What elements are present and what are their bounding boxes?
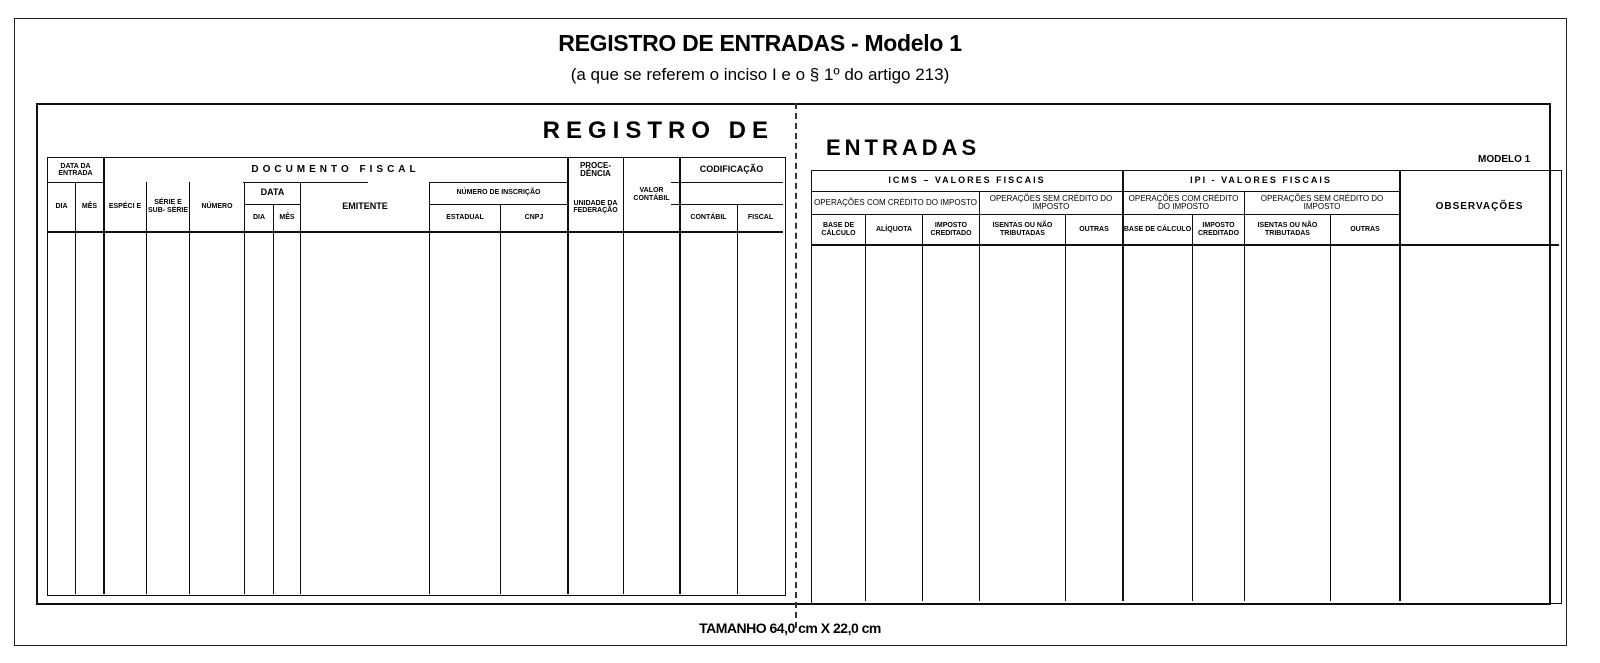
col-serie: SÉRIE E SUB- SÉRIE <box>147 199 189 214</box>
col-fiscal: FISCAL <box>747 214 774 222</box>
col-ipi-outras: OUTRAS <box>1350 225 1380 233</box>
col-valor-contabil: VALOR CONTÁBIL <box>633 187 670 202</box>
col-documento-fiscal: DOCUMENTO FISCAL <box>251 163 420 175</box>
col-estadual: ESTADUAL <box>446 214 484 222</box>
col-ipi-sem-credito: OPERAÇÕES SEM CRÉDITO DO IMPOSTO <box>1260 193 1384 211</box>
col-icms-outras: OUTRAS <box>1079 225 1109 233</box>
col-icms: ICMS – VALORES FISCAIS <box>888 175 1046 186</box>
col-data: DATA <box>260 187 285 198</box>
col-entrada-mes: MÊS <box>81 202 98 210</box>
col-icms-aliquota: ALÍQUOTA <box>875 225 913 233</box>
left-half-title: REGISTRO DE <box>542 117 774 144</box>
col-numero: NÚMERO <box>201 202 233 210</box>
col-ipi-imposto-creditado: IMPOSTO CREDITADO <box>1197 222 1240 237</box>
col-ipi-isentas: ISENTAS OU NÃO TRIBUTADAS <box>1257 222 1318 237</box>
col-ipi-base-calculo: BASE DE CÁLCULO <box>1123 225 1192 233</box>
col-observacoes: OBSERVAÇÕES <box>1435 201 1524 213</box>
col-unidade-federacao: UNIDADE DA FEDERAÇÃO <box>573 199 618 214</box>
col-contabil: CONTÁBIL <box>690 214 727 222</box>
form-subtitle: (a que se referem o inciso I e o § 1º do artigo 213) <box>570 65 950 84</box>
col-emitente: EMITENTE <box>342 200 388 211</box>
col-icms-imposto-creditado: IMPOSTO CREDITADO <box>930 222 972 237</box>
right-table <box>811 170 1562 604</box>
left-table <box>47 157 786 596</box>
form-size: TAMANHO 64,0 cm X 22,0 cm <box>699 620 881 636</box>
col-entrada-dia: DIA <box>55 202 68 210</box>
col-data-dia: DIA <box>252 214 266 222</box>
form-title: REGISTRO DE ENTRADAS - Modelo 1 <box>558 30 962 56</box>
col-cnpj: CNPJ <box>524 214 544 222</box>
col-data-entrada: DATA DA ENTRADA <box>58 162 93 177</box>
col-procedencia: PROCE- DÊNCIA <box>579 160 612 178</box>
col-icms-isentas: ISENTAS OU NÃO TRIBUTADAS <box>992 222 1053 237</box>
col-codificacao: CODIFICAÇÃO <box>699 164 764 175</box>
col-icms-sem-credito: OPERAÇÕES SEM CRÉDITO DO IMPOSTO <box>989 193 1113 211</box>
col-data-mes: MÊS <box>279 214 295 222</box>
col-ipi-com-credito: OPERAÇÕES COM CRÉDITO DO IMPOSTO <box>1128 193 1239 211</box>
col-icms-com-credito: OPERAÇÕES COM CRÉDITO DO IMPOSTO <box>814 197 977 207</box>
col-numero-inscricao: NÚMERO DE INSCRIÇÃO <box>456 189 541 197</box>
right-half-title: ENTRADAS <box>826 135 981 160</box>
col-ipi: IPI - VALORES FISCAIS <box>1190 175 1332 186</box>
col-icms-base-calculo: BASE DE CÁLCULO <box>821 222 856 237</box>
fold-line <box>795 103 797 628</box>
col-especie: ESPÉCI E <box>108 202 142 210</box>
modelo-label: MODELO 1 <box>1478 154 1531 165</box>
